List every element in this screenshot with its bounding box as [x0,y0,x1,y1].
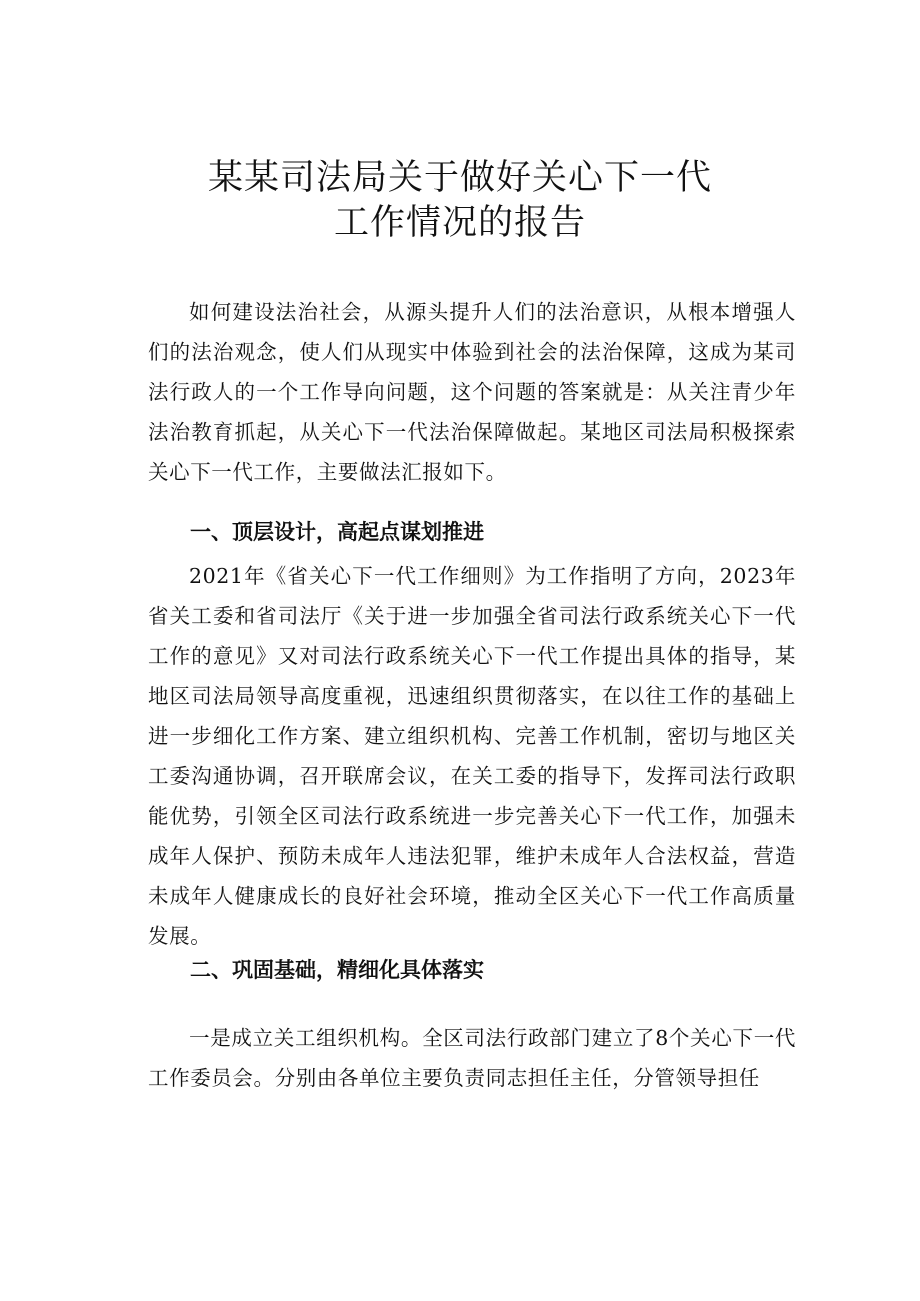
paragraph-section-1: 2021年《省关心下一代工作细则》为工作指明了方向，2023年省关工委和省司法厅《关于进一步加强全省司法行政系统关心下一代工作的意见》又对司法行政系统关心下一代工作提出具体的指导，某地区司法局领导高度重视，迅速组织贯彻落实，在以往工作的基础上进一步细化工作方案、建立组织机构、完善工作机制，密切与地区关工委沟通协调，召开联席会议，在关工委的指导下，发挥司法行政职能优势，引领全区司法行政系统进一步完善关心下一代工作，加强未成年人保护、预防未成年人违法犯罪，维护未成年人合法权益，营造未成年人健康成长的良好社会环境，推动全区关心下一代工作高质量发展。 [148,564,796,948]
section-heading-2: 二、巩固基础，精细化具体落实 [190,958,484,982]
section-heading-1: 一、顶层设计，高起点谋划推进 [190,520,484,544]
paragraph-section-2: 一是成立关工组织机构。全区司法行政部门建立了8个关心下一代工作委员会。分别由各单位主要负责同志担任主任，分管领导担任 [148,1026,796,1090]
document-title-line-2: 工作情况的报告 [333,203,586,243]
paragraph-introduction: 如何建设法治社会，从源头提升人们的法治意识，从根本增强人们的法治观念，使人们从现实中体验到社会的法治保障，这成为某司法行政人的一个工作导向问题，这个问题的答案就是：从关注青少年法治教育抓起，从关心下一代法治保障做起。某地区司法局积极探索关心下一代工作，主要做法汇报如下。 [148,300,796,484]
document-title-line-1: 某某司法局关于做好关心下一代 [207,158,712,198]
